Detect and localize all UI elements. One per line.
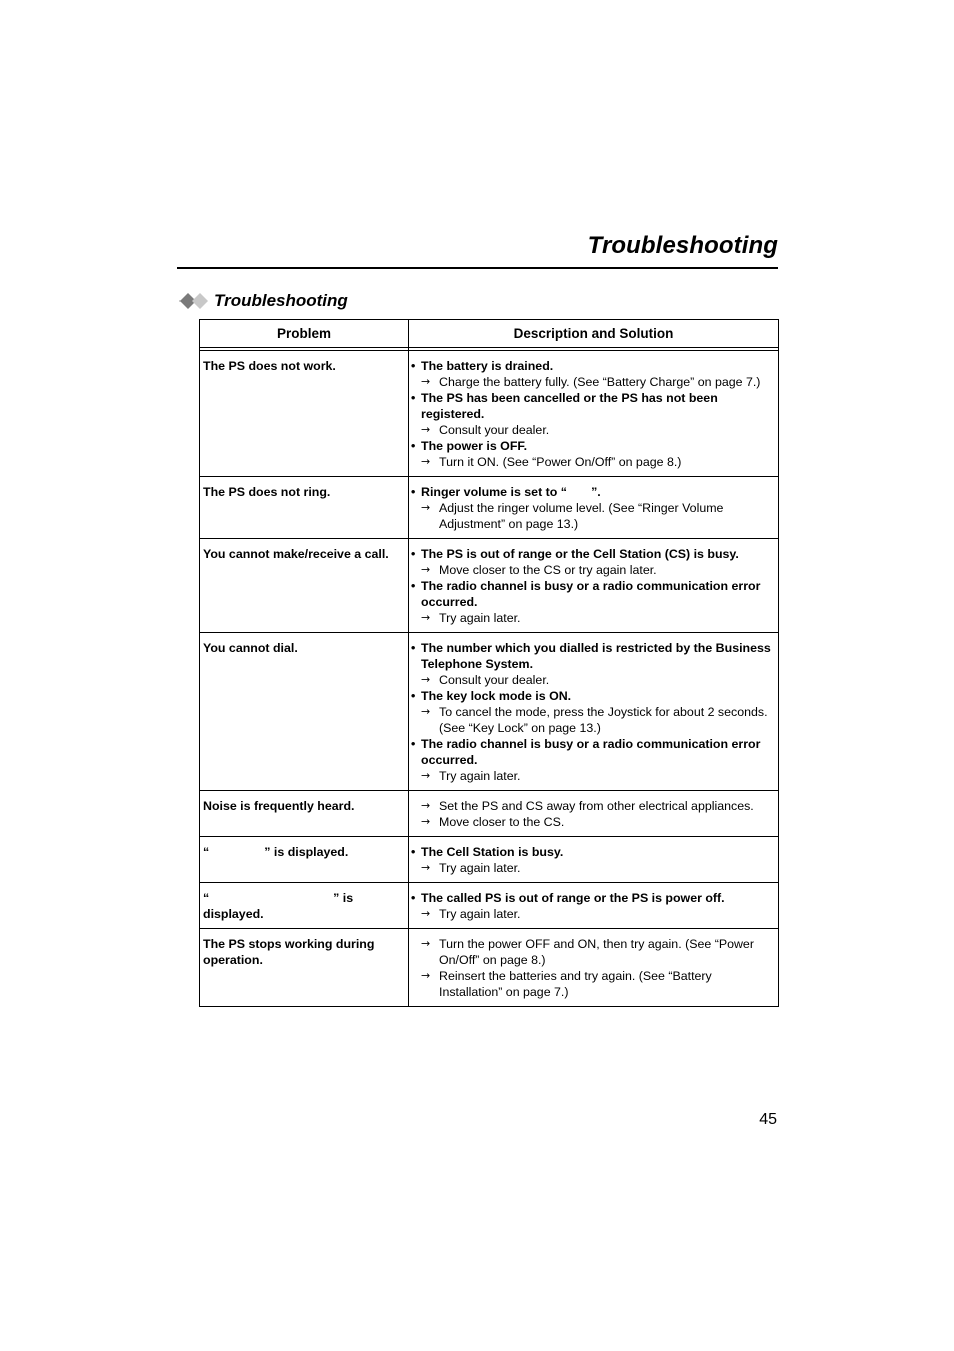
cause-item [411,640,774,672]
solution-text: To cancel the mode, press the Joystick for about 2 seconds. (See “Key Lock” on page 13.) [439,705,771,735]
table-row [200,477,779,539]
description-cell [409,477,779,539]
cause-text: Ringer volume is set to “ ”. [421,485,601,499]
solution-item [411,704,774,736]
column-header-description: Description and Solution [409,320,779,348]
arrow-right-icon: → [421,861,431,874]
cause-text: The battery is drained. [421,359,554,373]
table-row [200,351,779,477]
solution-item [411,454,774,470]
solution-item [411,906,774,922]
cause-text: The power is OFF. [421,439,528,453]
arrow-right-icon: → [421,375,431,388]
problem-cell: The PS stops working during operation. [200,929,409,1007]
solution-text: Try again later. [439,861,521,875]
cause-item [411,390,774,422]
solution-item [411,672,774,688]
table-row [200,929,779,1007]
solution-text: Try again later. [439,611,521,625]
arrow-right-icon: → [421,563,431,576]
description-cell [409,539,779,633]
cause-text: The radio channel is busy or a radio communication error occurred. [421,737,764,767]
solution-text: Consult your dealer. [439,673,550,687]
solution-item [411,936,774,968]
troubleshooting-table [199,319,779,1007]
table-row [200,837,779,883]
cause-item [411,688,774,704]
cause-item [411,438,774,454]
cause-text: The radio channel is busy or a radio communication error occurred. [421,579,764,609]
cause-text: The PS has been cancelled or the PS has not been registered. [421,391,722,421]
description-cell [409,791,779,837]
cause-item [411,890,774,906]
problem-cell: You cannot make/receive a call. [200,539,409,633]
solution-text: Reinsert the batteries and try again. (See “Battery Installation” on page 7.) [439,969,716,999]
solution-item [411,814,774,830]
arrow-right-icon: → [421,937,431,950]
cause-item [411,484,774,500]
section-title: Troubleshooting [214,291,348,310]
arrow-right-icon: → [421,501,431,514]
solution-text: Set the PS and CS away from other electrical appliances. [439,799,754,813]
section-heading [178,289,348,313]
solution-item [411,422,774,438]
solution-text: Move closer to the CS. [439,815,565,829]
arrow-right-icon: → [421,769,431,782]
table-body [200,351,779,1007]
solution-text: Consult your dealer. [439,423,550,437]
solution-item [411,768,774,784]
arrow-right-icon: → [421,969,431,982]
solution-text: Turn the power OFF and ON, then try again. (See “Power On/Off” on page 8.) [439,937,758,967]
solution-item [411,610,774,626]
solution-item [411,562,774,578]
arrow-right-icon: → [421,423,431,436]
arrow-right-icon: → [421,705,431,718]
solution-text: Try again later. [439,907,521,921]
solution-text: Move closer to the CS or try again later. [439,563,657,577]
table-row [200,539,779,633]
page-title: Troubleshooting [587,232,778,259]
arrow-right-icon: → [421,455,431,468]
solution-item [411,374,774,390]
cause-item [411,546,774,562]
arrow-right-icon: → [421,907,431,920]
solution-text: Try again later. [439,769,521,783]
arrow-right-icon: → [421,799,431,812]
arrow-right-icon: → [421,815,431,828]
problem-cell: “ ” is displayed. [200,883,409,929]
problem-cell: “ ” is displayed. [200,837,409,883]
cause-text: The PS is out of range or the Cell Station (CS) is busy. [421,547,739,561]
problem-cell: The PS does not work. [200,351,409,477]
solution-text: Adjust the ringer volume level. (See “Ringer Volume Adjustment” on page 13.) [439,501,727,531]
description-cell [409,837,779,883]
problem-cell: You cannot dial. [200,633,409,791]
cause-text: The Cell Station is busy. [421,845,564,859]
cause-item [411,578,774,610]
arrow-right-icon: → [421,611,431,624]
page-number: 45 [759,1111,777,1128]
cause-text: The key lock mode is ON. [421,689,572,703]
cause-text: The number which you dialled is restricted by the Business Telephone System. [421,641,775,671]
diamonds-icon [178,292,212,310]
description-cell [409,351,779,477]
solution-item [411,500,774,532]
column-header-problem: Problem [200,320,409,348]
table-row [200,633,779,791]
description-cell [409,883,779,929]
description-cell [409,929,779,1007]
solution-item [411,860,774,876]
solution-item [411,798,774,814]
problem-cell: Noise is frequently heard. [200,791,409,837]
solution-item [411,968,774,1000]
cause-item [411,736,774,768]
cause-item [411,844,774,860]
table-header-row [200,320,779,348]
cause-text: The called PS is out of range or the PS is power off. [421,891,725,905]
description-cell [409,633,779,791]
solution-text: Charge the battery fully. (See “Battery Charge” on page 7.) [439,375,761,389]
arrow-right-icon: → [421,673,431,686]
cause-item [411,358,774,374]
problem-cell: The PS does not ring. [200,477,409,539]
title-rule [177,267,778,269]
solution-text: Turn it ON. (See “Power On/Off” on page 8.) [439,455,682,469]
table-row [200,883,779,929]
table-row [200,791,779,837]
